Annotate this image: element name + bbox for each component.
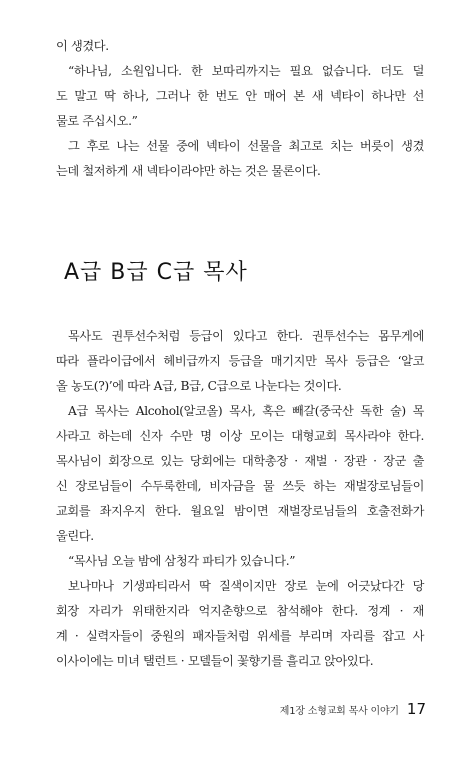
text-line: 는데 철저하게 새 넥타이라야만 하는 것은 물론이다.	[56, 164, 321, 178]
text-line: 이사이에는 미녀 탤런트 · 모델들이 꽃향기를 흘리고 앉아있다.	[56, 654, 374, 668]
text-line: 그 후로 나는 선물 중에 넥타이 선물을 최고로 치는 버릇이 생겼	[68, 139, 424, 153]
text-line: 보나마나 기생파티라서 딱 질색이지만 장로 눈에 어긋났다간 당	[68, 579, 424, 593]
text-line: 도 말고 딱 하나, 그러나 한 번도 안 매어 본 새 넥타이 하나만 선	[56, 89, 424, 103]
section-heading: A급 B급 C급 목사	[64, 260, 248, 285]
body-text-top	[56, 34, 424, 184]
text-line: “목사님 오늘 밤에 삼청각 파티가 있습니다.”	[68, 554, 296, 568]
text-line: 올 농도(?)’에 따라 A급, B급, C급으로 나눈다는 것이다.	[56, 379, 342, 393]
text-line: “하나님, 소원입니다. 한 보따리까지는 필요 없습니다. 더도 덜	[68, 64, 424, 78]
text-line: 목사님이 회장으로 있는 당회에는 대학총장 · 재벌 · 장관 · 장군 출	[56, 454, 424, 468]
text-line: 울린다.	[56, 529, 94, 543]
text-line: 회장 자리가 위태한지라 억지춘향으로 참석해야 한다. 정계 · 재	[56, 604, 424, 618]
text-line: 이 생겼다.	[56, 39, 109, 53]
text-line: 계 · 실력자들이 중원의 패자들처럼 위세를 부리며 자리를 잡고 사	[56, 629, 424, 643]
text-line: 신 장로님들이 수두룩한데, 비자금을 물 쓰듯 하는 재벌장로님들이	[56, 479, 424, 493]
text-line: 따라 플라이급에서 헤비급까지 등급을 매기지만 목사 등급은 ‘알코	[56, 354, 424, 368]
text-line: 목사도 권투선수처럼 등급이 있다고 한다. 권투선수는 몸무게에	[68, 329, 424, 343]
text-line: 사라고 하는데 신자 수만 명 이상 모이는 대형교회 목사라야 한다.	[56, 429, 424, 443]
page-footer	[280, 700, 426, 722]
page-number: 17	[406, 700, 426, 718]
text-line: 물로 주십시오.”	[56, 114, 138, 128]
text-line: 교회를 좌지우지 한다. 월요일 밤이면 재벌장로님들의 호출전화가	[56, 504, 424, 518]
body-text-bottom	[56, 324, 424, 674]
running-head: 제1장 소형교회 목사 이야기	[279, 706, 399, 717]
text-line: A급 목사는 Alcohol(알코올) 목사, 혹은 빼갈(중국산 독한 술) 목	[68, 404, 424, 418]
